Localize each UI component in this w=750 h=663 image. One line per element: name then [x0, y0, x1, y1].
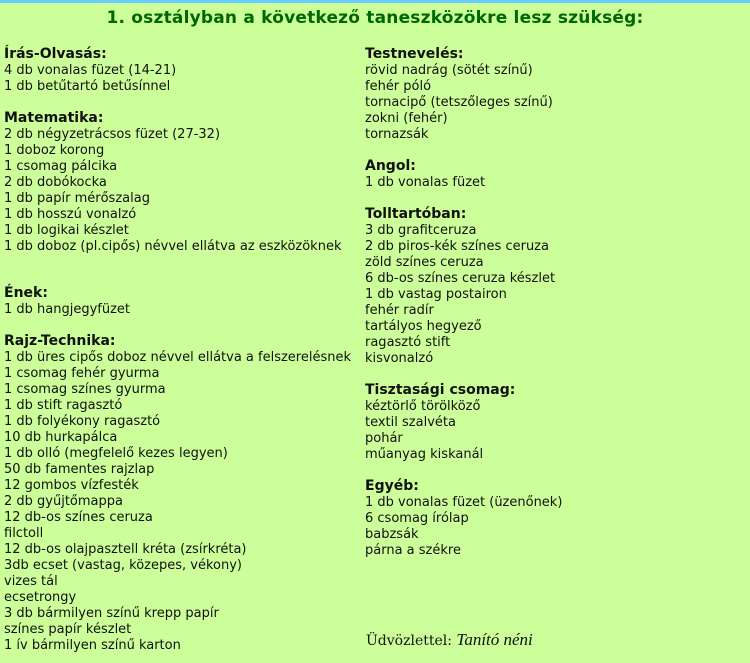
- list-item: vizes tál: [4, 574, 58, 589]
- list-item: textil szalvéta: [365, 415, 456, 430]
- list-item: 2 db gyűjtőmappa: [4, 494, 123, 509]
- list-item: tartályos hegyező: [365, 319, 482, 334]
- list-item: kéztörlő törölköző: [365, 399, 481, 414]
- list-item: 1 csomag színes gyurma: [4, 382, 166, 397]
- list-item: 12 db-os színes ceruza: [4, 510, 153, 525]
- list-item: 1 db doboz (pl.cipős) névvel ellátva az eszközöknek: [4, 239, 342, 254]
- list-item: 12 db-os olajpasztell kréta (zsírkréta): [4, 542, 247, 557]
- section-title: Tisztasági csomag:: [365, 382, 516, 398]
- list-item: 3 db bármilyen színű krepp papír: [4, 606, 219, 621]
- list-item: 1 db üres cipős doboz névvel ellátva a felszerelésnek: [4, 350, 352, 365]
- list-item: 6 db-os színes ceruza készlet: [365, 271, 556, 286]
- section-title: Ének:: [4, 285, 48, 301]
- list-item: 1 db hangjegyfüzet: [4, 302, 131, 317]
- right-column: [365, 46, 745, 559]
- section-title: Egyéb:: [365, 478, 419, 494]
- section-title: Testnevelés:: [365, 46, 464, 62]
- list-item: 12 gombos vízfesték: [4, 478, 139, 493]
- list-item: 1 ív bármilyen színű karton: [4, 638, 181, 653]
- list-item: 1 db stift ragasztó: [4, 398, 123, 413]
- list-item: 2 db piros-kék színes ceruza: [365, 239, 549, 254]
- section-title: Rajz-Technika:: [4, 333, 116, 349]
- list-item: babzsák: [365, 527, 419, 542]
- section-rajz-technika: [4, 333, 364, 654]
- list-item: fehér póló: [365, 79, 432, 94]
- section-enek: [4, 285, 364, 318]
- section-title: Írás-Olvasás:: [4, 46, 107, 62]
- list-item: 1 db vonalas füzet (üzenőnek): [365, 495, 563, 510]
- list-item: 2 db négyzetrácsos füzet (27-32): [4, 127, 221, 142]
- left-column: [4, 46, 364, 654]
- list-item: 1 doboz korong: [4, 143, 105, 158]
- section-angol: [365, 158, 745, 191]
- list-item: 1 db vonalas füzet: [365, 175, 486, 190]
- list-item: 50 db famentes rajzlap: [4, 462, 155, 477]
- list-item: ragasztó stift: [365, 335, 451, 350]
- list-item: 4 db vonalas füzet (14-21): [4, 63, 177, 78]
- section-title: Tolltartóban:: [365, 206, 467, 222]
- list-item: kisvonalzó: [365, 351, 434, 366]
- list-item: 1 db folyékony ragasztó: [4, 414, 161, 429]
- list-item: 1 csomag fehér gyurma: [4, 366, 160, 381]
- section-matematika: [4, 110, 364, 255]
- section-iras-olvasas: [4, 46, 364, 95]
- list-item: fehér radír: [365, 303, 434, 318]
- page-title: 1. osztályban a következő taneszközökre lesz szükség:: [106, 8, 644, 28]
- section-title: Matematika:: [4, 110, 104, 126]
- list-item: 1 db hosszú vonalzó: [4, 207, 137, 222]
- section-tolltartoban: [365, 206, 745, 367]
- list-item: 1 db logikai készlet: [4, 223, 129, 238]
- list-item: tornacipő (tetszőleges színű): [365, 95, 553, 110]
- list-item: 3db ecset (vastag, közepes, vékony): [4, 558, 242, 573]
- list-item: tornazsák: [365, 127, 429, 142]
- greeting-label: Üdvözlettel:: [366, 633, 452, 649]
- list-item: 1 db papír mérőszalag: [4, 191, 150, 206]
- list-item: 1 db betűtartó betűsínnel: [4, 79, 171, 94]
- section-title: Angol:: [365, 158, 416, 174]
- signature: Tanító néni: [456, 630, 533, 649]
- list-item: 1 csomag pálcika: [4, 159, 118, 174]
- section-tisztasagi-csomag: [365, 382, 745, 463]
- list-item: 10 db hurkapálca: [4, 430, 118, 445]
- list-item: filctoll: [4, 526, 44, 541]
- greeting: [366, 630, 533, 650]
- list-item: 1 db olló (megfelelő kezes legyen): [4, 446, 228, 461]
- list-item: 6 csomag írólap: [365, 511, 469, 526]
- list-item: műanyag kiskanál: [365, 447, 484, 462]
- section-testneveles: [365, 46, 745, 143]
- list-item: pohár: [365, 431, 403, 446]
- list-item: 2 db dobókocka: [4, 175, 107, 190]
- list-item: ecsetrongy: [4, 590, 77, 605]
- section-egyeb: [365, 478, 745, 559]
- list-item: zokni (fehér): [365, 111, 448, 126]
- list-item: 3 db grafitceruza: [365, 223, 477, 238]
- list-item: rövid nadrág (sötét színű): [365, 63, 533, 78]
- list-item: színes papír készlet: [4, 622, 132, 637]
- list-item: zöld színes ceruza: [365, 255, 484, 270]
- list-item: párna a székre: [365, 543, 461, 558]
- list-item: 1 db vastag postairon: [365, 287, 507, 302]
